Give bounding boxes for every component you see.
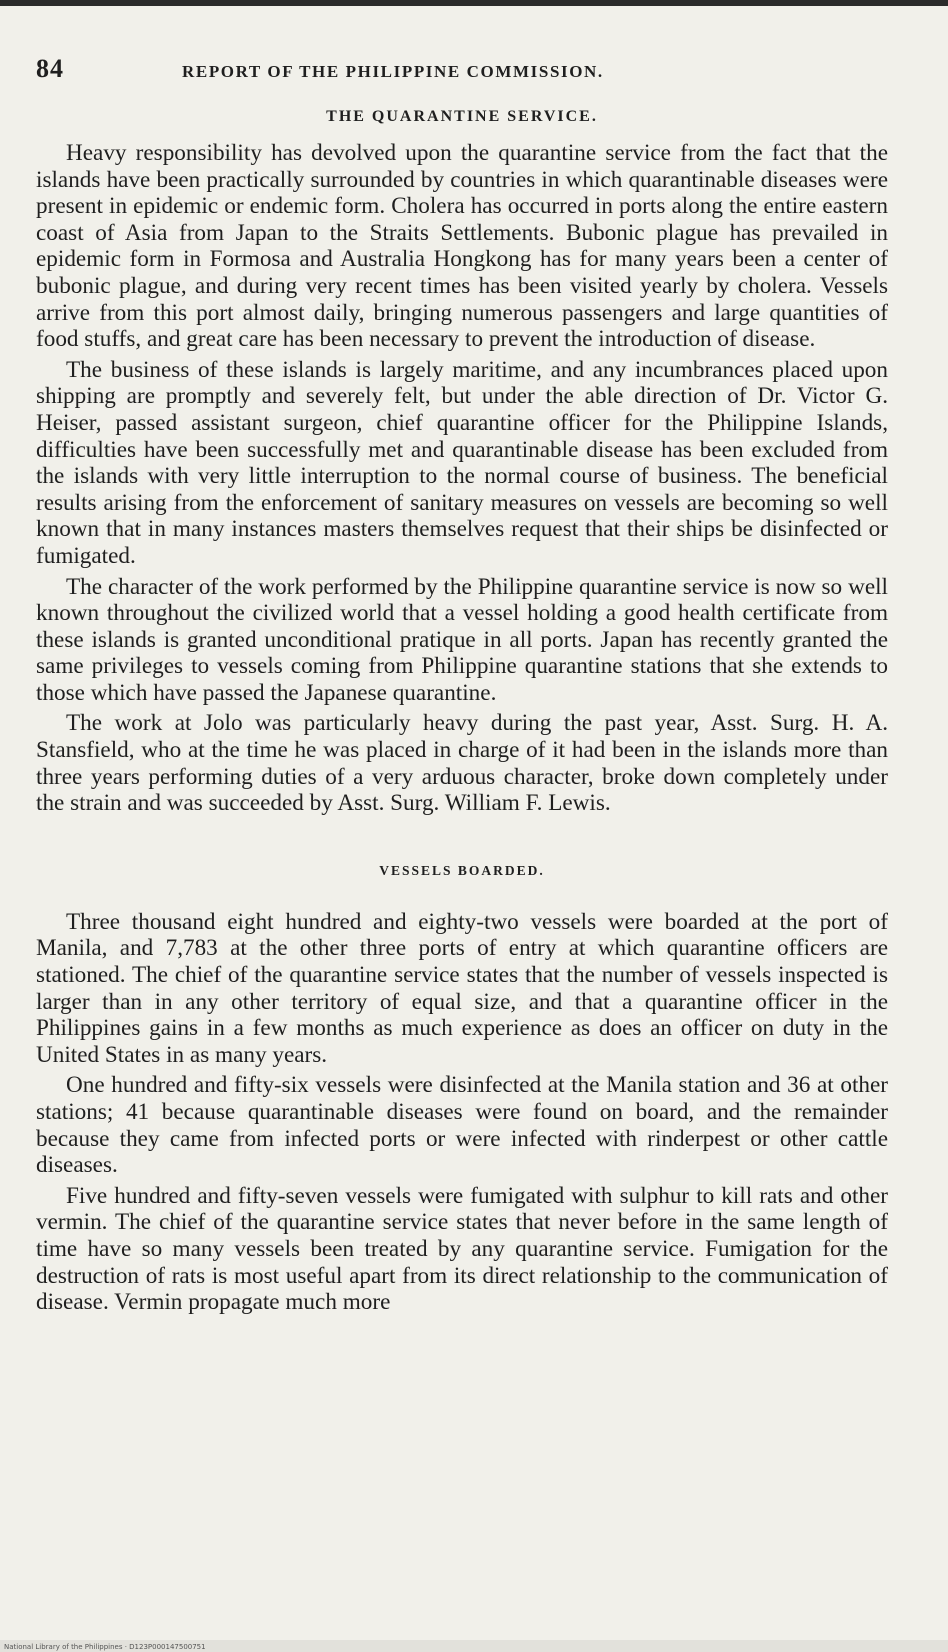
- section-vessels-body: [36, 909, 888, 1316]
- section-title: THE QUARANTINE SERVICE.: [326, 108, 598, 125]
- document-page: [36, 54, 888, 1320]
- subsection-title: VESSELS BOARDED.: [379, 862, 545, 878]
- paragraph: The business of these islands is largely maritime, and any incumbrances placed upon shipping are promptly and severely felt, but under the able direction of Dr. Victor G. Heiser, passed assistant surgeon, chief quarantine officer for the Philippine Islands, difficulties have been successfully met and quarantinable disease has been excluded from the islands with very little interruption to the normal course of business. The beneficial results arising from the enforcement of sanitary measures on vessels are becoming so well known that in many instances masters themselves request that their ships be disinfected or fumigated.: [36, 356, 888, 569]
- paragraph: Five hundred and fifty-seven vessels were fumigated with sulphur to kill rats and other vermin. The chief of the quarantine service states that never before in the same length of time have so many vessels been treated by any quarantine service. Fumigation for the destruction of rats is most useful apart from its direct relationship to the communication of disease. Vermin propagate much more: [36, 1182, 888, 1316]
- running-head: REPORT OF THE PHILIPPINE COMMISSION.: [182, 62, 604, 81]
- paragraph: Heavy responsibility has devolved upon the quarantine service from the fact that the islands have been practically surrounded by countries in which quarantinable diseases were present in epidemic or endemic form. Cholera has occurred in ports along the entire eastern coast of Asia from Japan to the Straits Settlements. Bubonic plague has prevailed in epidemic form in Formosa and Australia Hongkong has for many years been a center of bubonic plague, and during very recent times has been visited yearly by cholera. Vessels arrive from this port almost daily, bringing numerous passengers and large quantities of food stuffs, and great care has been necessary to prevent the introduction of disease.: [36, 140, 888, 353]
- paragraph: The character of the work performed by the Philippine quarantine service is now so well known throughout the civilized world that a vessel holding a good health certificate from these islands is granted unconditional pratique in all ports. Japan has recently granted the same privileges to vessels coming from Philippine quarantine stations that she extends to those which have passed the Japanese quarantine.: [36, 573, 888, 706]
- scan-footer: [0, 1640, 948, 1652]
- paragraph: The work at Jolo was particularly heavy during the past year, Asst. Surg. H. A. Stansfield, who at the time he was placed in charge of it had been in the islands more than three years performing duties of a very arduous character, broke down completely under the strain and was succeeded by Asst. Surg. William F. Lewis.: [36, 710, 888, 817]
- section-quarantine-body: [36, 140, 888, 817]
- page-number: 84: [36, 54, 64, 83]
- scan-source-line: National Library of the Philippines · D123P000147500751: [4, 1643, 206, 1651]
- page-top-edge: [0, 0, 948, 6]
- page-header: [36, 54, 888, 84]
- paragraph: One hundred and fifty-six vessels were disinfected at the Manila station and 36 at other stations; 41 because quarantinable diseases were found on board, and the remainder because they came from infected ports or were infected with rinderpest or other cattle diseases.: [36, 1072, 888, 1179]
- paragraph: Three thousand eight hundred and eighty-two vessels were boarded at the port of Manila, and 7,783 at the other three ports of entry at which quarantine officers are stationed. The chief of the quarantine service states that the number of vessels inspected is larger than in any other territory of equal size, and that a quarantine officer in the Philippines gains in a few months as much experience as does an officer on duty in the United States in as many years.: [36, 908, 888, 1068]
